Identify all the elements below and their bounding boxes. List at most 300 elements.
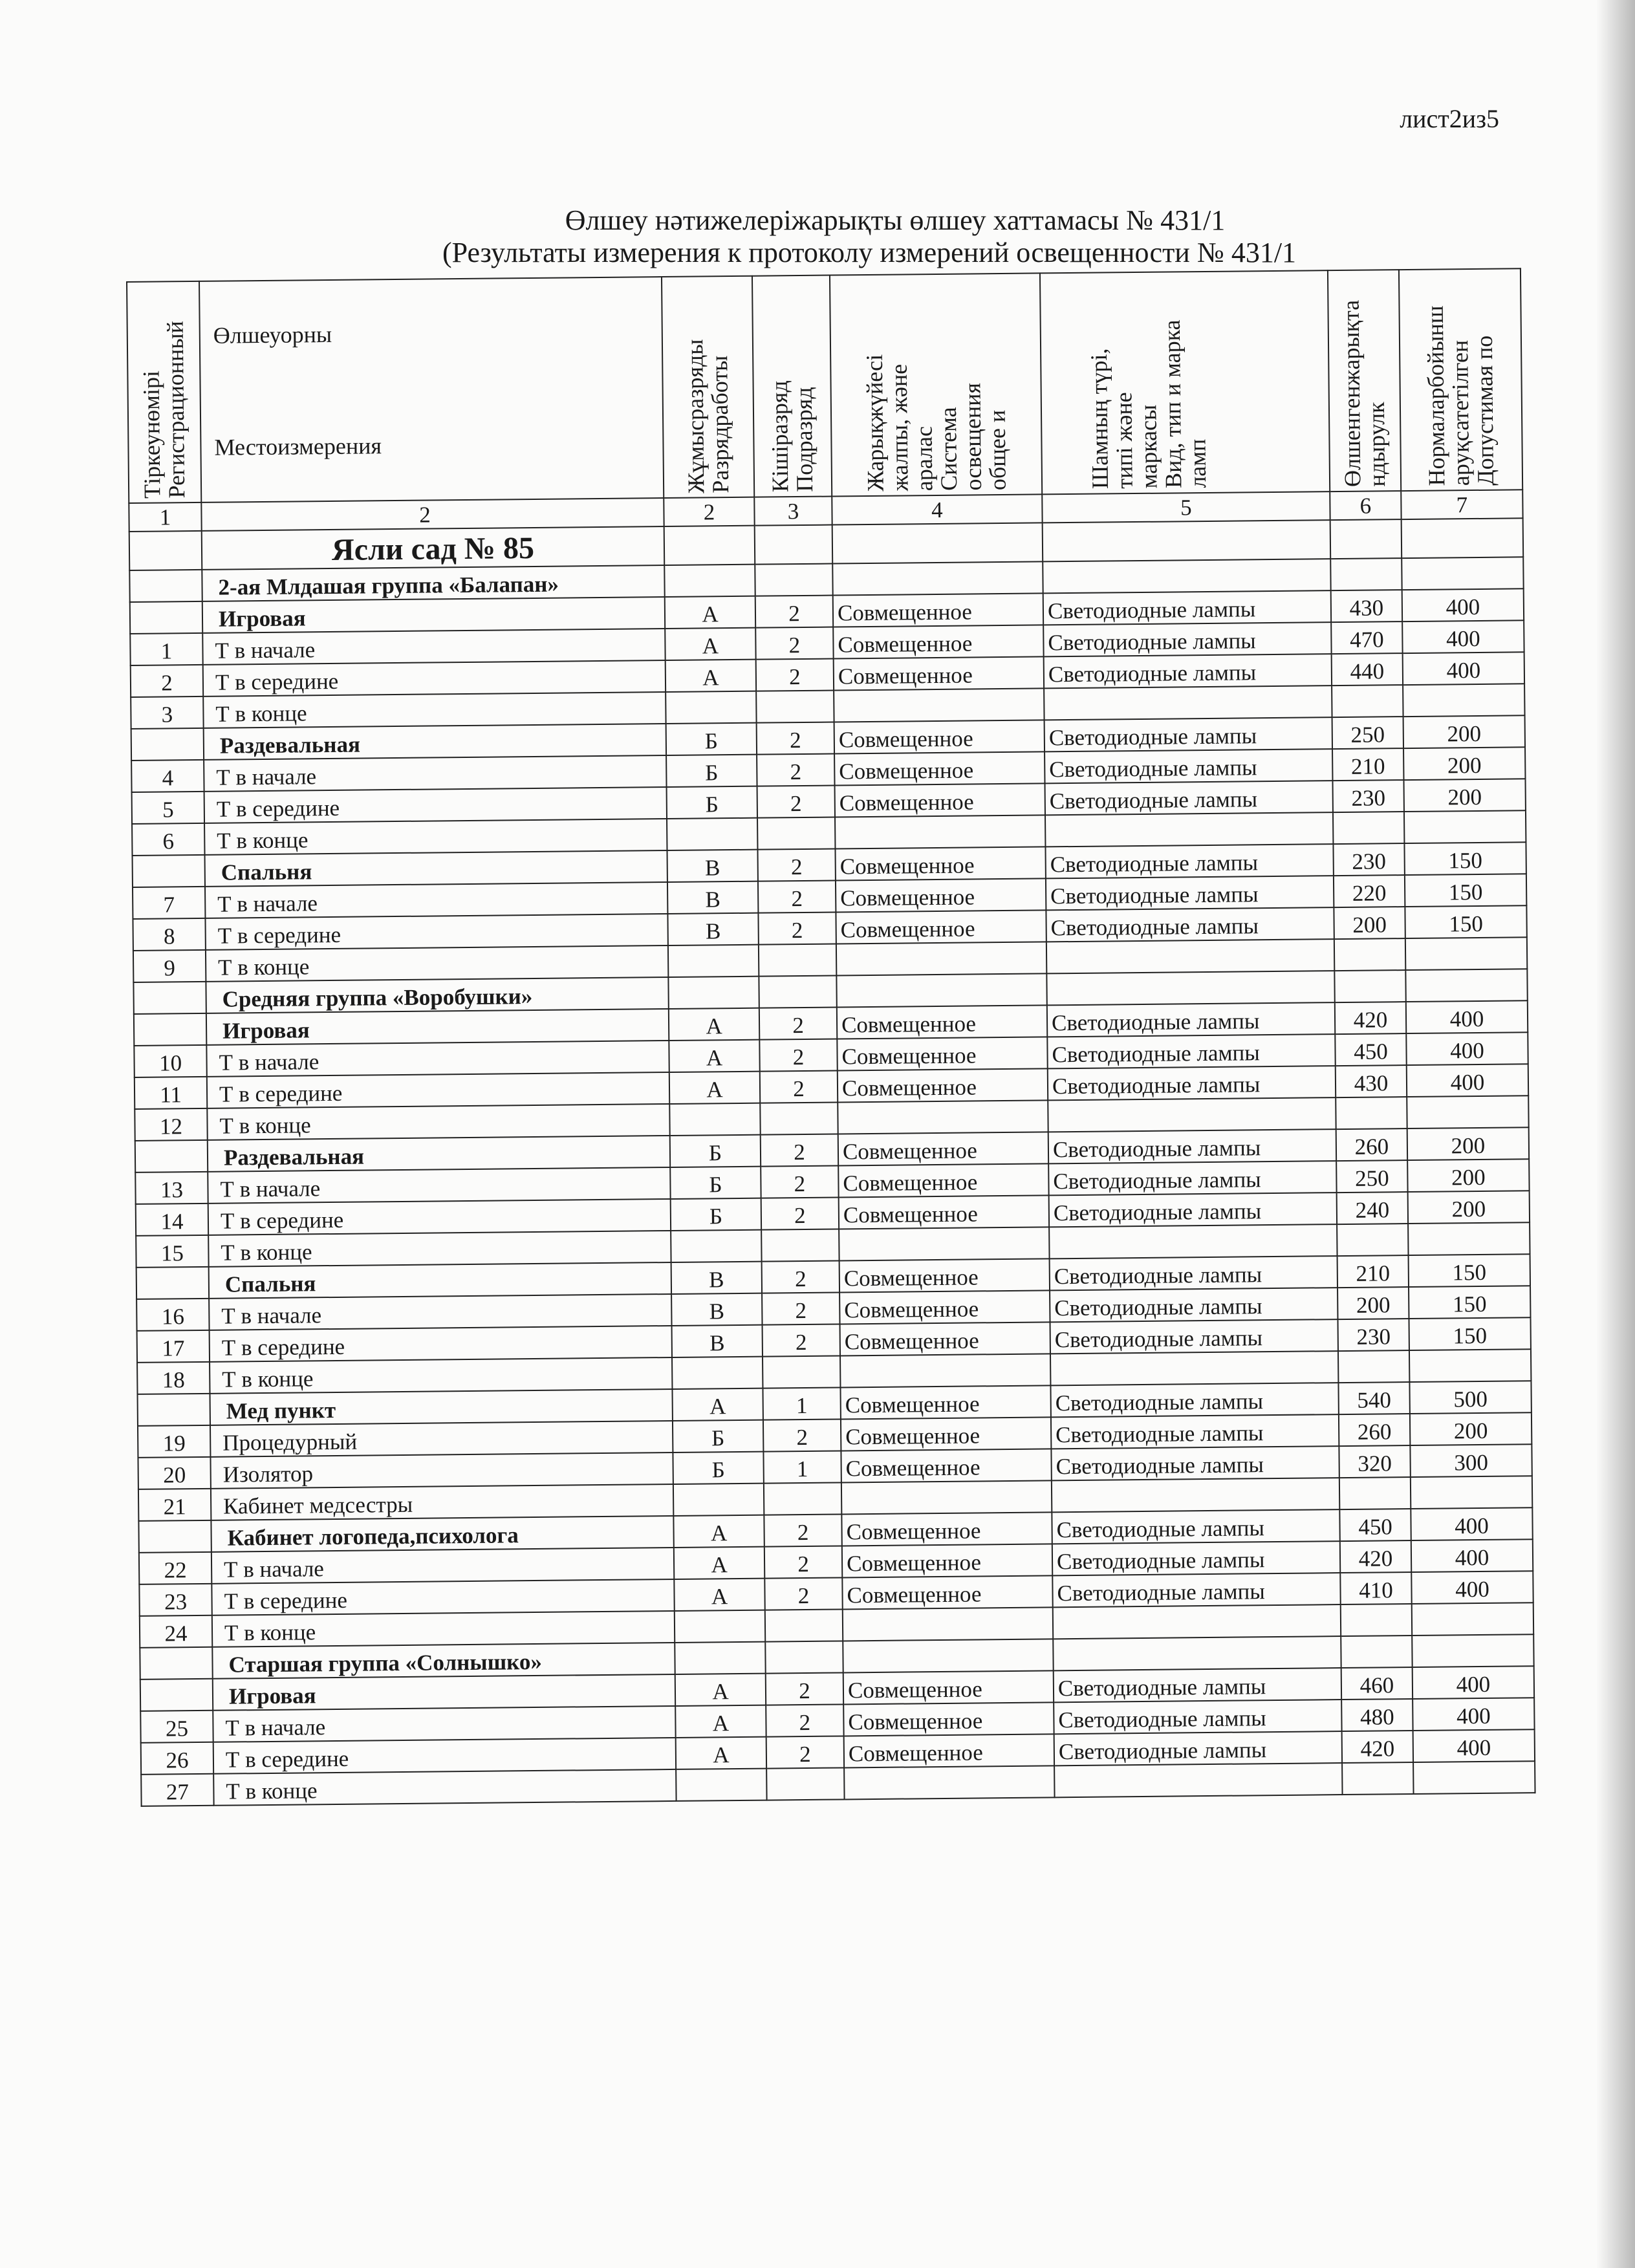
reg-number-cell: 24 xyxy=(140,1615,212,1648)
subcategory-cell: 2 xyxy=(758,913,836,945)
category-cell xyxy=(669,1103,760,1136)
norm-cell xyxy=(1407,1096,1528,1129)
reg-number-cell: 9 xyxy=(133,950,206,982)
measured-cell: 200 xyxy=(1334,907,1405,939)
system-cell xyxy=(844,1766,1054,1799)
reg-number-cell: 8 xyxy=(133,918,205,951)
header-subcategory: Кішіразряд Подразряд xyxy=(752,275,832,497)
subcategory-cell: 2 xyxy=(766,1736,844,1768)
reg-number-cell: 6 xyxy=(132,823,204,856)
subcategory-cell: 2 xyxy=(759,1008,837,1040)
norm-cell: 200 xyxy=(1410,1412,1532,1445)
lamp-type-cell: Светодиодные лампы xyxy=(1050,1319,1338,1354)
system-cell: Совмещенное xyxy=(835,783,1045,817)
measured-cell xyxy=(1338,1350,1409,1383)
category-cell: Б xyxy=(670,1167,761,1199)
lamp-type-cell: Светодиодные лампы xyxy=(1054,1731,1342,1766)
system-cell: Совмещенное xyxy=(834,656,1044,690)
lamp-type-cell: Светодиодные лампы xyxy=(1050,1288,1337,1322)
system-cell: Совмещенное xyxy=(836,910,1046,944)
norm-cell: 400 xyxy=(1402,620,1524,653)
category-cell: В xyxy=(667,913,758,945)
norm-cell: 400 xyxy=(1413,1666,1534,1699)
reg-number-cell xyxy=(133,982,206,1014)
place-cell: Т в начале xyxy=(205,882,667,918)
system-cell xyxy=(843,1639,1053,1672)
category-cell: А xyxy=(672,1388,763,1421)
system-cell: Совмещенное xyxy=(834,751,1045,785)
measured-cell: 200 xyxy=(1337,1287,1409,1319)
reg-number-cell: 13 xyxy=(135,1172,208,1204)
subcategory-cell: 2 xyxy=(764,1514,841,1546)
norm-cell xyxy=(1411,1476,1532,1509)
category-cell: Б xyxy=(667,786,757,819)
sheet-number: лист2из5 xyxy=(1400,104,1499,133)
system-cell xyxy=(832,561,1043,595)
norm-cell: 400 xyxy=(1406,1000,1528,1033)
subcategory-cell xyxy=(759,944,836,977)
category-cell: А xyxy=(669,1040,759,1072)
norm-cell: 150 xyxy=(1405,874,1526,907)
system-cell: Совмещенное xyxy=(840,1322,1050,1355)
category-cell: В xyxy=(667,850,757,882)
subcategory-cell xyxy=(763,1355,840,1388)
system-cell xyxy=(835,815,1045,848)
system-cell: Совмещенное xyxy=(841,1512,1052,1546)
system-cell: Совмещенное xyxy=(838,1132,1048,1165)
lamp-type-cell: Светодиодные лампы xyxy=(1044,654,1332,688)
reg-number-cell: 25 xyxy=(140,1711,213,1743)
place-cell: Мед пункт xyxy=(210,1389,673,1425)
measured-cell: 480 xyxy=(1341,1699,1413,1731)
lamp-type-cell xyxy=(1053,1636,1341,1670)
place-cell: Игровая xyxy=(206,1009,669,1045)
index-cell: 6 xyxy=(1330,491,1401,520)
category-cell xyxy=(673,1484,764,1516)
subcategory-cell: 2 xyxy=(757,786,835,818)
reg-number-cell: 26 xyxy=(141,1742,213,1775)
reg-number-cell: 14 xyxy=(136,1204,208,1236)
norm-cell: 150 xyxy=(1409,1317,1530,1350)
place-cell: Т в середине xyxy=(204,787,667,823)
lamp-type-cell: Светодиодные лампы xyxy=(1045,717,1332,751)
subcategory-cell xyxy=(765,1609,843,1641)
category-cell xyxy=(668,977,759,1009)
subcategory-cell: 2 xyxy=(761,1197,839,1229)
category-cell xyxy=(664,565,755,597)
place-cell: Т в начале xyxy=(209,1294,671,1330)
system-cell: Совмещенное xyxy=(833,625,1043,658)
reg-number-cell: 5 xyxy=(132,792,204,824)
measured-cell xyxy=(1342,1762,1413,1795)
reg-number-cell: 3 xyxy=(131,697,203,729)
subcategory-cell: 2 xyxy=(766,1672,843,1705)
place-cell: Игровая xyxy=(213,1674,675,1711)
header-row xyxy=(127,268,1522,503)
header-category: Жұмысразряды Разрядработы xyxy=(662,276,754,498)
norm-cell xyxy=(1403,684,1524,717)
lamp-type-cell: Светодиодные лампы xyxy=(1049,1193,1337,1227)
subcategory-cell: 2 xyxy=(755,627,833,660)
lamp-type-cell: Светодиодные лампы xyxy=(1048,1129,1336,1163)
measured-cell xyxy=(1337,1224,1408,1256)
measured-cell: 220 xyxy=(1334,875,1405,907)
norm-cell: 400 xyxy=(1413,1698,1534,1731)
category-cell xyxy=(671,1230,761,1262)
measured-cell: 260 xyxy=(1336,1129,1407,1161)
measured-cell: 240 xyxy=(1337,1192,1408,1224)
place-cell: Т в середине xyxy=(211,1579,674,1615)
system-cell: Совмещенное xyxy=(837,1037,1047,1070)
reg-number-cell xyxy=(130,601,202,634)
reg-number-cell: 11 xyxy=(135,1077,207,1109)
place-cell: 2-ая Млдашая группа «Балапан» xyxy=(202,565,664,601)
measured-cell xyxy=(1334,938,1405,971)
measured-cell xyxy=(1330,558,1402,590)
norm-cell xyxy=(1409,1349,1531,1382)
measured-cell: 410 xyxy=(1340,1572,1411,1604)
lamp-type-cell: Светодиодные лампы xyxy=(1051,1414,1339,1449)
system-cell: Совмещенное xyxy=(842,1544,1052,1577)
system-cell: Совмещенное xyxy=(838,1163,1048,1197)
reg-number-cell: 21 xyxy=(138,1489,211,1521)
measured-cell xyxy=(1336,1097,1407,1129)
category-cell: А xyxy=(666,660,756,692)
place-cell: Т в конце xyxy=(206,945,668,982)
measured-cell xyxy=(1341,1636,1412,1668)
subcategory-cell: 2 xyxy=(763,1419,841,1451)
norm-cell xyxy=(1412,1603,1533,1636)
place-cell: Т в конце xyxy=(207,1104,669,1140)
reg-number-cell xyxy=(136,1267,209,1299)
subcategory-cell: 2 xyxy=(757,722,834,755)
system-cell: Совмещенное xyxy=(835,847,1045,880)
lamp-type-cell: Светодиодные лампы xyxy=(1054,1700,1341,1734)
index-cell: 4 xyxy=(832,494,1042,524)
reg-number-cell xyxy=(140,1679,213,1711)
measured-cell: 420 xyxy=(1335,1002,1406,1034)
lamp-type-cell: Светодиодные лампы xyxy=(1050,1256,1337,1290)
norm-cell xyxy=(1408,1222,1530,1255)
subcategory-cell: 2 xyxy=(762,1260,839,1293)
norm-cell: 150 xyxy=(1409,1254,1530,1287)
place-cell: Т в конце xyxy=(204,819,667,855)
category-cell: Б xyxy=(673,1420,763,1453)
subcategory-cell: 2 xyxy=(766,1704,843,1736)
norm-cell xyxy=(1402,557,1523,590)
category-cell: Б xyxy=(673,1452,763,1484)
subcategory-cell: 2 xyxy=(763,1324,840,1356)
category-cell: А xyxy=(669,1008,759,1041)
header-measured: Өлшенгенжарықта ндырулк xyxy=(1328,270,1401,491)
subcategory-cell: 2 xyxy=(760,1070,838,1103)
category-cell: А xyxy=(675,1705,766,1738)
subcategory-cell: 1 xyxy=(763,1451,841,1483)
lamp-type-cell: Светодиодные лампы xyxy=(1050,1383,1338,1417)
scan-edge-shadow xyxy=(1596,0,1635,2268)
system-cell xyxy=(840,1354,1050,1387)
category-cell: В xyxy=(671,1293,762,1326)
norm-cell: 150 xyxy=(1404,842,1526,875)
place-cell: Т в начале xyxy=(211,1548,674,1584)
place-cell: Кабинет логопеда,психолога xyxy=(211,1516,673,1552)
norm-cell xyxy=(1404,810,1526,843)
place-cell: Игровая xyxy=(202,597,665,633)
place-cell: Т в конце xyxy=(212,1611,675,1647)
measured-cell: 230 xyxy=(1332,780,1403,812)
reg-number-cell: 16 xyxy=(136,1299,209,1331)
category-cell: Б xyxy=(670,1135,761,1167)
category-cell xyxy=(666,691,756,724)
header-reg: Тіркеунөмірі Регистрационный xyxy=(127,281,201,503)
subcategory-cell xyxy=(761,1229,839,1261)
lamp-type-cell: Светодиодные лампы xyxy=(1047,1002,1335,1037)
norm-cell: 400 xyxy=(1411,1507,1532,1540)
category-cell: А xyxy=(675,1674,766,1706)
place-cell: Раздевальная xyxy=(204,724,666,760)
reg-number-cell: 27 xyxy=(141,1774,213,1806)
norm-cell: 200 xyxy=(1403,715,1525,748)
norm-cell: 150 xyxy=(1409,1286,1530,1319)
subcategory-cell: 2 xyxy=(757,754,834,786)
measured-cell: 430 xyxy=(1331,590,1402,622)
category-cell xyxy=(675,1642,765,1674)
place-cell: Т в середине xyxy=(207,1072,669,1108)
index-cell: 1 xyxy=(129,502,201,532)
system-cell: Совмещенное xyxy=(839,1258,1050,1292)
lamp-type-cell: Светодиодные лампы xyxy=(1054,1668,1341,1702)
norm-cell: 400 xyxy=(1413,1729,1535,1762)
measured-cell: 320 xyxy=(1339,1445,1410,1478)
system-cell: Совмещенное xyxy=(841,1417,1051,1451)
reg-number-cell: 23 xyxy=(139,1584,211,1616)
norm-cell: 400 xyxy=(1406,1032,1528,1065)
index-cell: 2 xyxy=(201,498,664,531)
norm-cell: 400 xyxy=(1403,652,1524,685)
header-place: Өлшеуорны Местоизмерения xyxy=(199,277,664,502)
header-norm: Нормаларбойынш аруқсатетілген Допустимая по xyxy=(1399,268,1522,491)
norm-cell: 300 xyxy=(1410,1444,1532,1477)
reg-number-cell xyxy=(133,855,205,887)
measured-cell: 430 xyxy=(1336,1065,1407,1097)
category-cell: А xyxy=(676,1737,766,1769)
index-cell: 2 xyxy=(664,497,754,526)
subcategory-cell: 2 xyxy=(764,1546,842,1578)
norm-cell: 400 xyxy=(1411,1571,1533,1604)
category-cell: В xyxy=(672,1325,763,1357)
lamp-type-cell xyxy=(1053,1604,1341,1639)
category-cell: В xyxy=(667,881,758,914)
norm-cell: 200 xyxy=(1407,1127,1529,1160)
reg-number-cell: 10 xyxy=(134,1045,206,1077)
system-cell: Совмещенное xyxy=(838,1068,1048,1102)
lamp-type-cell: Светодиодные лампы xyxy=(1045,844,1333,878)
reg-number-cell xyxy=(135,1140,208,1172)
system-cell: Совмещенное xyxy=(843,1702,1054,1736)
lamp-type-cell: Светодиодные лампы xyxy=(1052,1541,1340,1575)
norm-cell: 200 xyxy=(1403,779,1525,812)
subcategory-cell: 2 xyxy=(762,1292,839,1324)
lamp-type-cell xyxy=(1046,971,1334,1005)
subcategory-cell: 2 xyxy=(756,659,834,691)
norm-cell: 500 xyxy=(1409,1381,1531,1414)
place-cell: Т в начале xyxy=(213,1706,675,1742)
reg-number-cell: 1 xyxy=(130,633,202,665)
measured-cell: 230 xyxy=(1337,1319,1409,1351)
lamp-type-cell: Светодиодные лампы xyxy=(1048,1066,1336,1100)
place-cell: Т в конце xyxy=(210,1357,672,1394)
lamp-type-cell: Светодиодные лампы xyxy=(1051,1446,1339,1480)
lamp-type-cell: Светодиодные лампы xyxy=(1043,590,1331,625)
lamp-type-cell: Светодиодные лампы xyxy=(1045,781,1333,815)
reg-number-cell: 15 xyxy=(136,1235,208,1268)
place-cell: Раздевальная xyxy=(208,1136,670,1172)
table-body xyxy=(129,557,1535,1806)
norm-cell: 400 xyxy=(1402,589,1524,621)
reg-number-cell: 4 xyxy=(131,760,204,792)
system-cell: Совмещенное xyxy=(843,1670,1054,1704)
subcategory-cell xyxy=(755,564,832,596)
category-cell: Б xyxy=(666,755,757,787)
place-cell: Т в середине xyxy=(205,914,667,950)
lamp-type-cell xyxy=(1048,1097,1336,1132)
measured-cell xyxy=(1334,970,1405,1002)
measured-cell xyxy=(1341,1604,1412,1636)
lamp-type-cell xyxy=(1049,1224,1337,1258)
reg-number-cell: 17 xyxy=(137,1330,210,1363)
norm-cell xyxy=(1405,969,1527,1002)
norm-cell xyxy=(1405,937,1527,970)
category-cell: А xyxy=(674,1579,764,1611)
category-cell xyxy=(675,1610,765,1643)
lamp-type-cell xyxy=(1050,1351,1338,1385)
subcategory-cell: 2 xyxy=(759,1039,837,1072)
category-cell: А xyxy=(669,1072,760,1104)
reg-number-cell xyxy=(140,1647,212,1679)
norm-cell: 200 xyxy=(1403,747,1525,780)
category-cell: В xyxy=(671,1262,762,1294)
system-cell: Совмещенное xyxy=(836,878,1046,912)
measured-cell: 440 xyxy=(1332,653,1403,686)
lamp-type-cell: Светодиодные лампы xyxy=(1046,876,1334,910)
reg-number-cell xyxy=(129,570,202,602)
place-cell: Т в начале xyxy=(208,1167,670,1204)
category-cell: А xyxy=(674,1547,764,1579)
reg-number-cell: 19 xyxy=(138,1425,210,1458)
measured-cell xyxy=(1332,685,1403,717)
reg-number-cell: 22 xyxy=(139,1552,211,1584)
index-cell: 7 xyxy=(1401,490,1522,519)
lamp-type-cell xyxy=(1052,1478,1339,1512)
system-cell: Совмещенное xyxy=(833,593,1043,627)
measured-cell: 250 xyxy=(1332,717,1403,749)
subcategory-cell xyxy=(759,976,836,1008)
norm-cell: 200 xyxy=(1408,1191,1530,1224)
reg-number-cell: 7 xyxy=(133,887,205,919)
org-title: Ясли сад № 85 xyxy=(202,526,665,570)
place-cell: Т в середине xyxy=(208,1199,671,1235)
place-cell: Т в середине xyxy=(203,660,666,697)
measured-cell: 450 xyxy=(1335,1033,1406,1066)
measured-cell: 470 xyxy=(1331,621,1402,654)
place-cell: Т в начале xyxy=(202,629,665,665)
measured-cell: 420 xyxy=(1342,1731,1413,1763)
category-cell: Б xyxy=(666,723,757,755)
category-cell xyxy=(668,945,759,977)
title-kazakh: Өлшеу нәтижелеріжарықты өлшеу хаттамасы № 431/1 xyxy=(565,204,1226,236)
place-cell: Изолятор xyxy=(210,1453,673,1489)
measured-cell: 230 xyxy=(1333,843,1404,876)
lamp-type-cell: Светодиодные лампы xyxy=(1046,907,1334,942)
place-cell: Т в середине xyxy=(210,1326,672,1362)
measurement-table xyxy=(126,268,1536,1807)
norm-cell: 200 xyxy=(1407,1159,1529,1192)
subcategory-cell: 2 xyxy=(761,1165,838,1198)
lamp-type-cell: Светодиодные лампы xyxy=(1047,1034,1335,1068)
system-cell xyxy=(836,973,1046,1007)
system-cell: Совмещенное xyxy=(844,1734,1054,1767)
subcategory-cell: 2 xyxy=(757,849,835,881)
place-cell: Процедурный xyxy=(210,1421,673,1457)
category-cell xyxy=(667,818,757,850)
place-cell: Т в конце xyxy=(208,1231,671,1267)
place-cell: Т в конце xyxy=(213,1769,676,1806)
norm-cell: 400 xyxy=(1407,1064,1528,1097)
norm-cell xyxy=(1413,1761,1535,1794)
reg-number-cell xyxy=(138,1520,211,1553)
place-cell: Т в начале xyxy=(204,755,666,792)
measured-cell: 210 xyxy=(1337,1255,1409,1288)
lamp-type-cell: Светодиодные лампы xyxy=(1052,1509,1339,1544)
place-cell: Т в середине xyxy=(213,1738,676,1774)
place-cell: Т в начале xyxy=(206,1041,669,1077)
system-cell: Совмещенное xyxy=(839,1290,1050,1324)
subcategory-cell: 2 xyxy=(761,1134,838,1166)
norm-cell: 400 xyxy=(1411,1539,1533,1572)
lamp-type-cell xyxy=(1044,686,1332,720)
system-cell xyxy=(841,1480,1052,1514)
system-cell xyxy=(838,1100,1048,1134)
subcategory-cell xyxy=(766,1767,844,1800)
system-cell xyxy=(843,1607,1053,1641)
subcategory-cell xyxy=(756,691,834,723)
title-russian: (Результаты измерения к протоколу измерений освещенности № 431/1 xyxy=(442,237,1297,268)
subcategory-cell xyxy=(765,1641,843,1673)
measured-cell: 260 xyxy=(1339,1414,1410,1446)
reg-number-cell: 12 xyxy=(135,1108,207,1141)
place-cell: Спальня xyxy=(205,850,667,887)
reg-number-cell: 2 xyxy=(131,665,203,697)
place-cell: Спальня xyxy=(209,1262,671,1299)
measured-cell: 210 xyxy=(1332,748,1403,781)
measured-cell: 540 xyxy=(1338,1382,1409,1414)
system-cell: Совмещенное xyxy=(841,1449,1051,1482)
subcategory-cell: 1 xyxy=(763,1387,840,1420)
system-cell: Совмещенное xyxy=(834,720,1045,753)
category-cell xyxy=(672,1357,763,1389)
lamp-type-cell: Светодиодные лампы xyxy=(1048,1161,1336,1195)
measured-cell xyxy=(1333,812,1404,844)
place-cell: Т в конце xyxy=(203,692,666,728)
lamp-type-cell: Светодиодные лампы xyxy=(1052,1573,1340,1607)
lamp-type-cell: Светодиодные лампы xyxy=(1043,622,1331,656)
category-cell: А xyxy=(665,628,755,660)
subcategory-cell: 2 xyxy=(755,596,833,628)
reg-number-cell xyxy=(131,728,204,761)
reg-number-cell xyxy=(134,1013,206,1046)
header-lamp: Шамның түрі, типі және маркасы Вид, тип и марка ламп xyxy=(1040,270,1330,494)
category-cell: А xyxy=(673,1515,764,1548)
